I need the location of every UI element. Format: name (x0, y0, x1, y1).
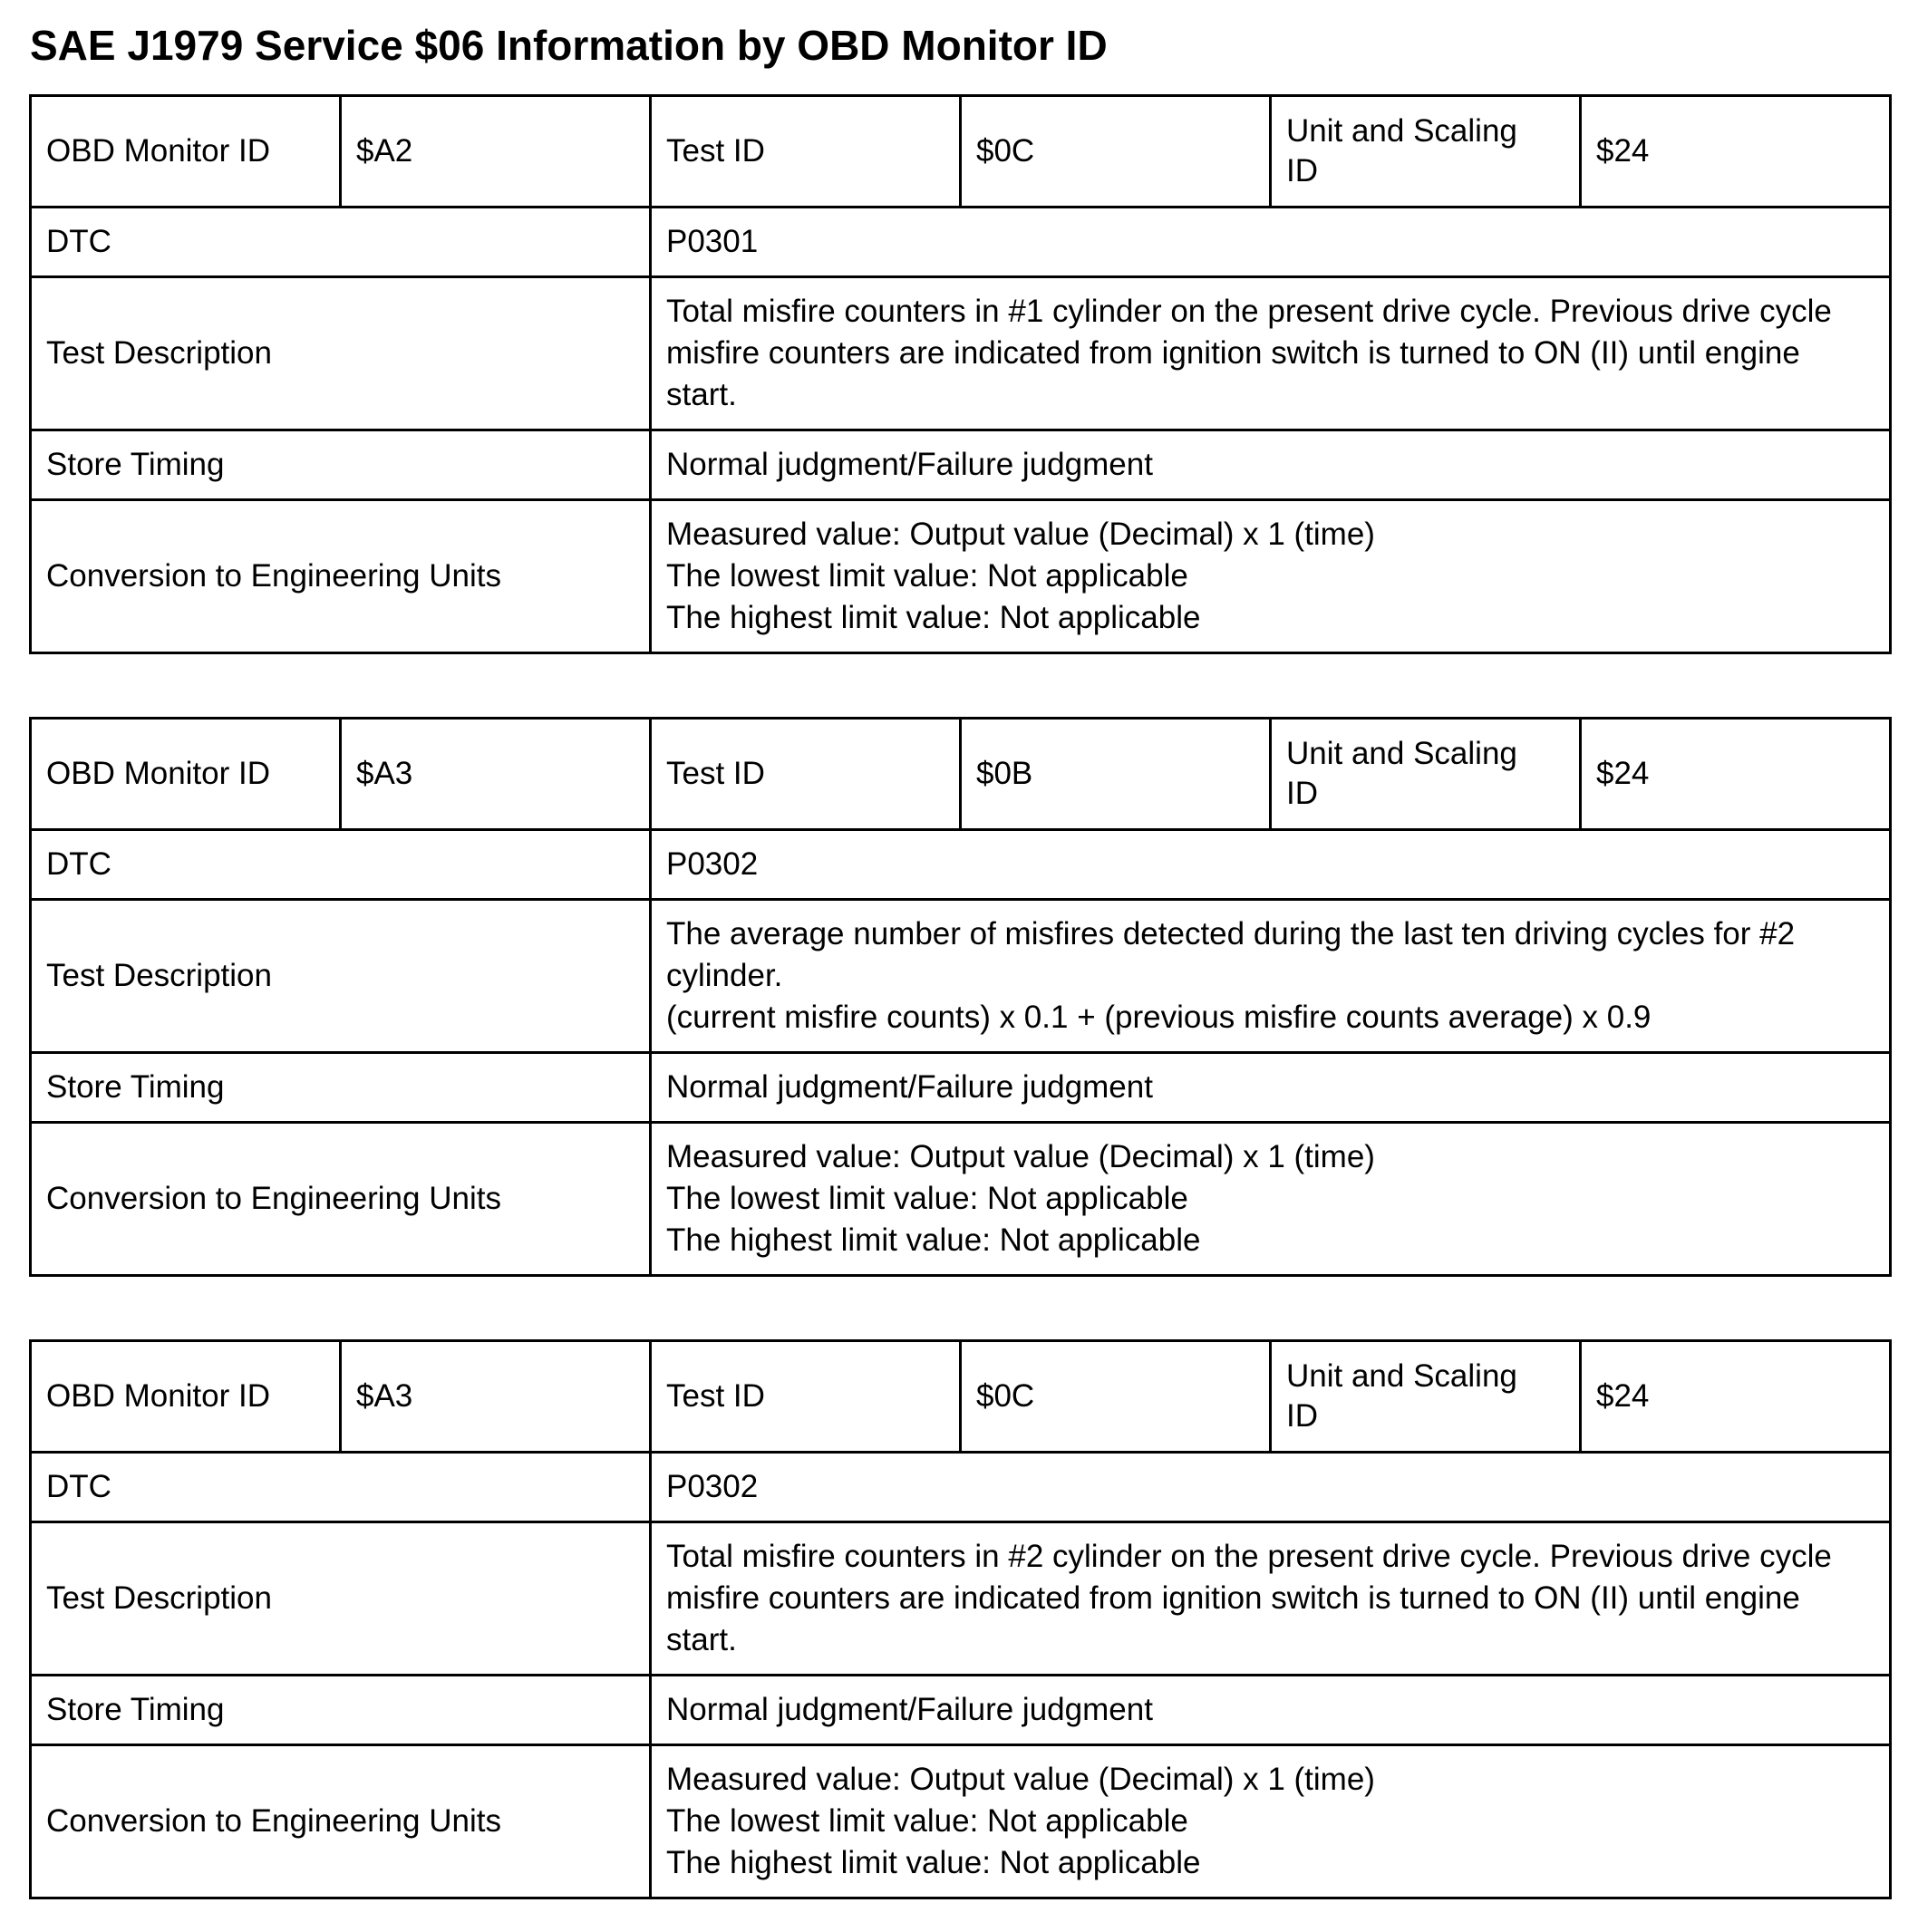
page-title: SAE J1979 Service $06 Information by OBD Monitor ID (30, 22, 1108, 69)
conversion-label: Conversion to Engineering Units (31, 500, 651, 653)
test-description-label: Test Description (31, 1522, 651, 1676)
conversion-label: Conversion to Engineering Units (31, 1745, 651, 1898)
obd-monitor-id-value: $A3 (341, 719, 651, 830)
store-timing-row (31, 1053, 1891, 1123)
test-description-value: The average number of misfires detected during the last ten driving cycles for #2 cylinder. (current misfire counts) x 0.1 + (previous misfire counts average) x 0.9 (651, 900, 1891, 1053)
obd-monitor-id-label: OBD Monitor ID (31, 719, 341, 830)
dtc-row (31, 208, 1891, 277)
id-row (31, 1341, 1891, 1453)
store-timing-value: Normal judgment/Failure judgment (651, 1053, 1891, 1123)
conversion-label: Conversion to Engineering Units (31, 1123, 651, 1276)
conversion-row (31, 1745, 1891, 1898)
obd-monitor-id-value: $A3 (341, 1341, 651, 1453)
test-id-label: Test ID (651, 1341, 961, 1453)
unit-scaling-id-label: Unit and Scaling ID (1271, 719, 1581, 830)
conversion-value: Measured value: Output value (Decimal) x 1 (time) The lowest limit value: Not applicable The highest limit value: Not applicable (651, 500, 1891, 653)
dtc-value: P0301 (651, 208, 1891, 277)
unit-scaling-id-value: $24 (1581, 719, 1891, 830)
conversion-value: Measured value: Output value (Decimal) x 1 (time) The lowest limit value: Not applicable The highest limit value: Not applicable (651, 1745, 1891, 1898)
conversion-row (31, 1123, 1891, 1276)
dtc-label: DTC (31, 830, 651, 900)
monitor-table-a2-0c (29, 94, 1892, 654)
unit-scaling-id-label: Unit and Scaling ID (1271, 1341, 1581, 1453)
test-id-value: $0C (961, 96, 1271, 208)
dtc-row (31, 1453, 1891, 1522)
test-id-value: $0B (961, 719, 1271, 830)
test-description-label: Test Description (31, 900, 651, 1053)
store-timing-row (31, 430, 1891, 500)
dtc-row (31, 830, 1891, 900)
test-id-label: Test ID (651, 96, 961, 208)
dtc-value: P0302 (651, 830, 1891, 900)
id-row (31, 719, 1891, 830)
test-description-label: Test Description (31, 277, 651, 430)
conversion-value: Measured value: Output value (Decimal) x 1 (time) The lowest limit value: Not applicable The highest limit value: Not applicable (651, 1123, 1891, 1276)
test-description-value: Total misfire counters in #2 cylinder on the present drive cycle. Previous drive cycle misfire counters are indicated from ignition switch is turned to ON (II) until engine start. (651, 1522, 1891, 1676)
monitor-table-a3-0c (29, 1339, 1892, 1899)
id-row (31, 96, 1891, 208)
obd-monitor-id-value: $A2 (341, 96, 651, 208)
store-timing-label: Store Timing (31, 1053, 651, 1123)
unit-scaling-id-label: Unit and Scaling ID (1271, 96, 1581, 208)
dtc-value: P0302 (651, 1453, 1891, 1522)
store-timing-label: Store Timing (31, 1676, 651, 1745)
store-timing-value: Normal judgment/Failure judgment (651, 430, 1891, 500)
test-id-value: $0C (961, 1341, 1271, 1453)
unit-scaling-id-value: $24 (1581, 1341, 1891, 1453)
test-description-row (31, 900, 1891, 1053)
monitor-table-a3-0b (29, 717, 1892, 1277)
store-timing-value: Normal judgment/Failure judgment (651, 1676, 1891, 1745)
dtc-label: DTC (31, 1453, 651, 1522)
test-id-label: Test ID (651, 719, 961, 830)
test-description-row (31, 1522, 1891, 1676)
unit-scaling-id-value: $24 (1581, 96, 1891, 208)
store-timing-label: Store Timing (31, 430, 651, 500)
dtc-label: DTC (31, 208, 651, 277)
conversion-row (31, 500, 1891, 653)
store-timing-row (31, 1676, 1891, 1745)
test-description-value: Total misfire counters in #1 cylinder on the present drive cycle. Previous drive cycle misfire counters are indicated from ignition switch is turned to ON (II) until engine start. (651, 277, 1891, 430)
obd-monitor-id-label: OBD Monitor ID (31, 1341, 341, 1453)
test-description-row (31, 277, 1891, 430)
obd-monitor-id-label: OBD Monitor ID (31, 96, 341, 208)
